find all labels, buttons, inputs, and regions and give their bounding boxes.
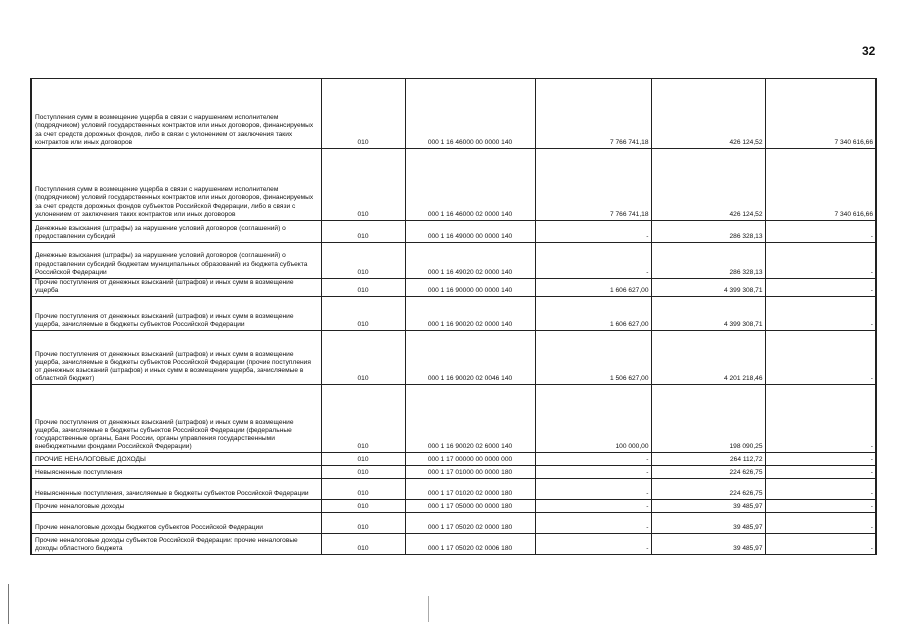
row-approved-amount: -: [535, 513, 651, 534]
row-name: Прочие поступления от денежных взысканий (штрафов) и иных сумм в возмещение ущерба, зачисляемые в бюджеты субъектов Российской Федерации (прочие поступления от денежных взысканий (штрафов) и иных сумм в возмещение ущерба, зачисляемые в областной бюджет): [31, 331, 321, 385]
row-executed-amount: 224 626,75: [651, 466, 765, 479]
row-executed-amount: 4 399 308,71: [651, 297, 765, 331]
row-name: Прочие поступления от денежных взысканий (штрафов) и иных сумм в возмещение ущерба: [31, 279, 321, 297]
row-unexecuted-amount: -: [765, 479, 876, 500]
row-executed-amount: 426 124,52: [651, 149, 765, 221]
row-unexecuted-amount: -: [765, 243, 876, 279]
row-approved-amount: -: [535, 534, 651, 555]
row-unexecuted-amount: -: [765, 279, 876, 297]
row-approved-amount: -: [535, 479, 651, 500]
table-row: [31, 479, 876, 500]
row-executed-amount: 286 328,13: [651, 243, 765, 279]
row-line-code: 010: [321, 79, 405, 149]
row-approved-amount: -: [535, 466, 651, 479]
row-name: ПРОЧИЕ НЕНАЛОГОВЫЕ ДОХОДЫ: [31, 453, 321, 466]
row-executed-amount: 4 399 308,71: [651, 279, 765, 297]
row-name: Поступления сумм в возмещение ущерба в связи с нарушением исполнителем (подрядчиком) условий государственных контрактов или иных договоров, финансируемых за счет средств дорожных фондов, либо в связи с уклонением от заключения таких контрактов или иных договоров: [31, 79, 321, 149]
table-row: [31, 243, 876, 279]
row-line-code: 010: [321, 500, 405, 513]
table-row: [31, 79, 876, 149]
row-executed-amount: 39 485,97: [651, 513, 765, 534]
row-budget-code: 000 1 16 49000 00 0000 140: [405, 221, 535, 243]
row-approved-amount: 1 506 627,00: [535, 331, 651, 385]
row-line-code: 010: [321, 479, 405, 500]
row-unexecuted-amount: -: [765, 453, 876, 466]
row-name: Поступления сумм в возмещение ущерба в связи с нарушением исполнителем (подрядчиком) условий государственных контрактов или иных договоров, финансируемых за счет средств дорожных фондов субъектов Российской Федерации, либо в связи с уклонением от заключения таких контрактов или иных договоров: [31, 149, 321, 221]
row-name: Прочие поступления от денежных взысканий (штрафов) и иных сумм в возмещение ущерба, зачисляемые в бюджеты субъектов Российской Федерации: [31, 297, 321, 331]
table-row: [31, 279, 876, 297]
row-unexecuted-amount: -: [765, 221, 876, 243]
row-approved-amount: 100 000,00: [535, 385, 651, 453]
row-unexecuted-amount: -: [765, 297, 876, 331]
row-budget-code: 000 1 17 05020 02 0000 180: [405, 513, 535, 534]
row-name: Невыясненные поступления, зачисляемые в бюджеты субъектов Российской Федерации: [31, 479, 321, 500]
row-approved-amount: 7 766 741,18: [535, 149, 651, 221]
table-row: [31, 513, 876, 534]
row-name: Невыясненные поступления: [31, 466, 321, 479]
row-name: Прочие неналоговые доходы: [31, 500, 321, 513]
row-unexecuted-amount: -: [765, 466, 876, 479]
row-line-code: 010: [321, 279, 405, 297]
table-row: [31, 385, 876, 453]
row-line-code: 010: [321, 243, 405, 279]
row-executed-amount: 198 090,25: [651, 385, 765, 453]
row-budget-code: 000 1 16 46000 00 0000 140: [405, 79, 535, 149]
row-budget-code: 000 1 17 00000 00 0000 000: [405, 453, 535, 466]
scan-artifact-bottom: [428, 596, 429, 622]
row-executed-amount: 4 201 218,46: [651, 331, 765, 385]
row-budget-code: 000 1 16 46000 02 0000 140: [405, 149, 535, 221]
row-name: Прочие неналоговые доходы субъектов Российской Федерации: прочие неналоговые доходы областного бюджета: [31, 534, 321, 555]
row-budget-code: 000 1 17 05020 02 0006 180: [405, 534, 535, 555]
row-line-code: 010: [321, 453, 405, 466]
row-name: Прочие поступления от денежных взысканий (штрафов) и иных сумм в возмещение ущерба, зачисляемые в бюджеты субъектов Российской Федерации (федеральные государственные органы, Банк России, органы управления государственными внебюджетными фондами Российской Федерации): [31, 385, 321, 453]
row-approved-amount: -: [535, 453, 651, 466]
row-executed-amount: 224 626,75: [651, 479, 765, 500]
row-budget-code: 000 1 16 90020 02 0000 140: [405, 297, 535, 331]
row-budget-code: 000 1 17 05000 00 0000 180: [405, 500, 535, 513]
row-unexecuted-amount: -: [765, 385, 876, 453]
row-budget-code: 000 1 16 90020 02 6000 140: [405, 385, 535, 453]
row-executed-amount: 264 112,72: [651, 453, 765, 466]
row-line-code: 010: [321, 149, 405, 221]
scan-artifact-left: [8, 584, 9, 624]
row-line-code: 010: [321, 466, 405, 479]
row-budget-code: 000 1 16 90000 00 0000 140: [405, 279, 535, 297]
row-approved-amount: 1 606 627,00: [535, 279, 651, 297]
row-line-code: 010: [321, 534, 405, 555]
revenue-table: [30, 78, 877, 555]
row-executed-amount: 426 124,52: [651, 79, 765, 149]
row-name: Прочие неналоговые доходы бюджетов субъектов Российской Федерации: [31, 513, 321, 534]
table-row: [31, 221, 876, 243]
page-number: 32: [862, 44, 876, 58]
row-line-code: 010: [321, 221, 405, 243]
table-row: [31, 453, 876, 466]
row-line-code: 010: [321, 385, 405, 453]
row-executed-amount: 286 328,13: [651, 221, 765, 243]
table-row: [31, 149, 876, 221]
row-name: Денежные взыскания (штрафы) за нарушение условий договоров (соглашений) о предоставлении субсидий бюджетам муниципальных образований из бюджета субъекта Российской Федерации: [31, 243, 321, 279]
row-executed-amount: 39 485,97: [651, 500, 765, 513]
table-body: [31, 79, 876, 555]
row-unexecuted-amount: -: [765, 331, 876, 385]
row-budget-code: 000 1 17 01000 00 0000 180: [405, 466, 535, 479]
row-unexecuted-amount: -: [765, 534, 876, 555]
row-approved-amount: -: [535, 243, 651, 279]
table-row: [31, 534, 876, 555]
row-approved-amount: -: [535, 500, 651, 513]
table-row: [31, 297, 876, 331]
row-budget-code: 000 1 16 90020 02 0046 140: [405, 331, 535, 385]
table-row: [31, 466, 876, 479]
row-budget-code: 000 1 17 01020 02 0000 180: [405, 479, 535, 500]
row-line-code: 010: [321, 331, 405, 385]
row-line-code: 010: [321, 297, 405, 331]
row-approved-amount: 1 606 627,00: [535, 297, 651, 331]
row-executed-amount: 39 485,97: [651, 534, 765, 555]
row-approved-amount: 7 766 741,18: [535, 79, 651, 149]
row-unexecuted-amount: 7 340 616,66: [765, 79, 876, 149]
row-unexecuted-amount: 7 340 616,66: [765, 149, 876, 221]
row-budget-code: 000 1 16 49020 02 0000 140: [405, 243, 535, 279]
table-row: [31, 500, 876, 513]
row-unexecuted-amount: -: [765, 513, 876, 534]
row-name: Денежные взыскания (штрафы) за нарушение условий договоров (соглашений) о предоставлении субсидий: [31, 221, 321, 243]
row-line-code: 010: [321, 513, 405, 534]
row-approved-amount: -: [535, 221, 651, 243]
table-row: [31, 331, 876, 385]
row-unexecuted-amount: -: [765, 500, 876, 513]
